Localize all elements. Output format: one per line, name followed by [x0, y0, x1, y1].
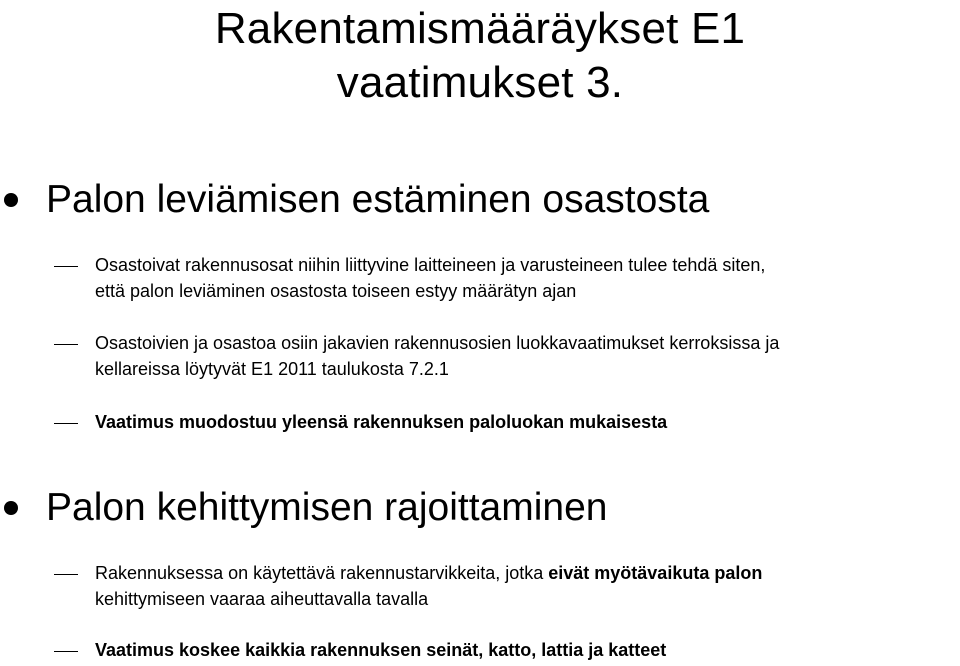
dash-icon: [54, 651, 78, 652]
sub-item-line-1-normal: Rakennuksessa on käytettävä rakennustarvikkeita, jotka: [95, 563, 549, 583]
sub-item-text: [95, 637, 957, 663]
dash-icon: [54, 266, 78, 267]
dash-icon: [54, 423, 78, 424]
bullet-heading: Palon leviämisen estäminen osastosta: [46, 178, 710, 221]
dash-icon: [54, 344, 78, 345]
sub-item-line-2: kehittymiseen vaaraa aiheuttavalla tavalla: [95, 589, 429, 609]
sub-item-line-1-bold: eivät myötävaikuta palon: [548, 563, 763, 583]
sub-item-line-1: Osastoivat rakennusosat niihin liittyvine laitteineen ja varusteineen tulee tehdä siten,: [95, 255, 766, 275]
bullet-dot-icon: [4, 501, 18, 515]
sub-item-text: [95, 560, 957, 612]
slide-title-line-2: vaatimukset 3.: [336, 58, 624, 107]
slide-title: [0, 2, 960, 110]
sub-item-text: [95, 409, 957, 435]
bullet-dot-icon: [4, 193, 18, 207]
sub-item-line-1: Osastoivien ja osastoa osiin jakavien rakennusosien luokkavaatimukset kerroksissa ja: [95, 333, 780, 353]
sub-item-line-2: että palon leviäminen osastosta toiseen estyy määrätyn ajan: [95, 281, 577, 301]
sub-item-line-2: kellareissa löytyvät E1 2011 taulukosta 7.2.1: [95, 359, 449, 379]
sub-item-line-1: Vaatimus koskee kaikkia rakennuksen seinät, katto, lattia ja katteet: [95, 640, 667, 660]
sub-item-line-1: Vaatimus muodostuu yleensä rakennuksen paloluokan mukaisesta: [95, 412, 668, 432]
slide-title-line-1: Rakentamismääräykset E1: [214, 4, 746, 53]
sub-item-text: [95, 252, 957, 304]
bullet-heading: Palon kehittymisen rajoittaminen: [46, 486, 608, 529]
dash-icon: [54, 574, 78, 575]
sub-item-text: [95, 330, 957, 382]
